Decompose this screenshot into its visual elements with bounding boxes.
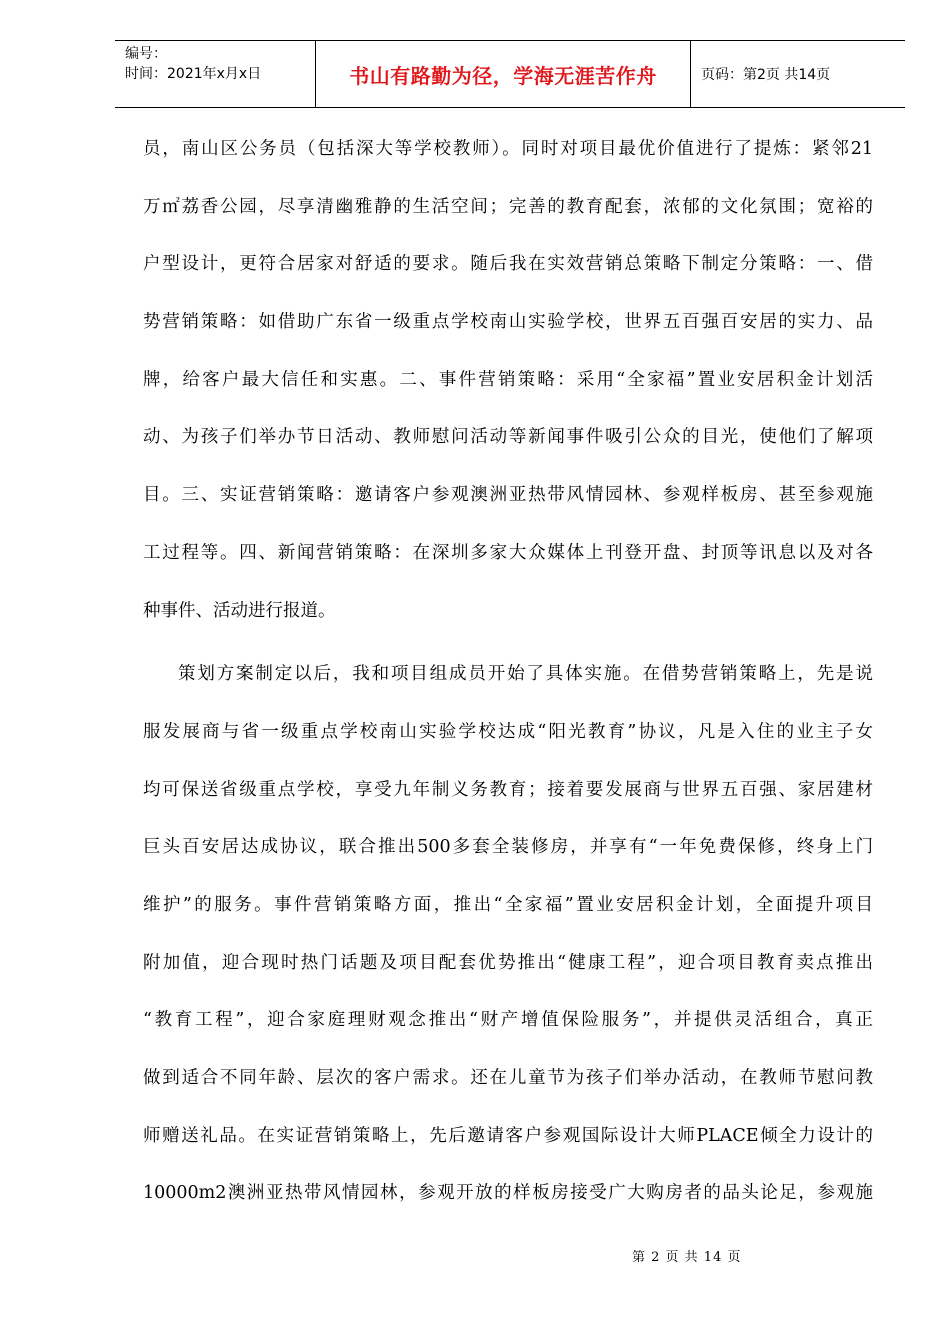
body-line: 10000m2澳洲亚热带风情园林，参观开放的样板房接受广大购房者的品头论足，参观施 (143, 1183, 873, 1204)
body-line: 动、为孩子们举办节日活动、教师慰问活动等新闻事件吸引公众的目光，使他们了解项 (143, 427, 873, 448)
body-line: 均可保送省级重点学校，享受九年制义务教育；接着要发展商与世界五百强、家居建材 (143, 779, 873, 800)
body-line: 目。三、实证营销策略：邀请客户参观澳洲亚热带风情园林、参观样板房、甚至参观施 (143, 485, 873, 506)
header-info-cell (115, 41, 316, 107)
document-body (143, 125, 873, 1227)
serial-number-label: 编号： (125, 46, 167, 62)
body-line: 维护”的服务。事件营销策略方面，推出“全家福”置业安居积金计划，全面提升项目 (143, 894, 873, 915)
page-footer: 第 2 页 共 14 页 (632, 1250, 742, 1265)
body-line: 势营销策略：如借助广东省一级重点学校南山实验学校，世界五百强百安居的实力、品 (143, 312, 873, 333)
body-line: “教育工程”，迎合家庭理财观念推出“财产增值保险服务”，并提供灵活组合，真正 (143, 1010, 873, 1031)
body-line: 万㎡荔香公园，尽享清幽雅静的生活空间；完善的教育配套，浓郁的文化氛围；宽裕的 (143, 196, 873, 217)
body-line: 牌，给客户最大信任和实惠。二、事件营销策略：采用“全家福”置业安居积金计划活 (143, 369, 873, 390)
body-line: 策划方案制定以后，我和项目组成员开始了具体实施。在借势营销策略上，先是说 (178, 664, 873, 685)
body-line: 师赠送礼品。在实证营销策略上，先后邀请客户参观国际设计大师PLACE倾全力设计的 (143, 1125, 873, 1146)
body-line: 服发展商与省一级重点学校南山实验学校达成“阳光教育”协议，凡是入住的业主子女 (143, 721, 873, 742)
header-motto: 书山有路勤为径，学海无涯苦作舟 (316, 41, 691, 107)
body-line: 做到适合不同年龄、层次的客户需求。还在儿童节为孩子们举办活动，在教师节慰问教 (143, 1068, 873, 1088)
body-line: 员，南山区公务员（包括深大等学校教师）。同时对项目最优价值进行了提炼：紧邻21 (143, 139, 873, 159)
body-line: 附加值，迎合现时热门话题及项目配套优势推出“健康工程”，迎合项目教育卖点推出 (143, 952, 873, 973)
body-line: 巨头百安居达成协议，联合推出500多套全装修房，并享有“一年免费保修，终身上门 (143, 837, 873, 858)
body-line: 工过程等。四、新闻营销策略：在深圳多家大众媒体上刊登开盘、封顶等讯息以及对各 (143, 542, 873, 563)
body-line: 种事件、活动进行报道。 (143, 600, 336, 621)
time-label: 时间：2021年x月x日 (125, 66, 262, 82)
page-header (115, 40, 905, 108)
body-line: 户型设计，更符合居家对舒适的要求。随后我在实效营销总策略下制定分策略：一、借 (143, 254, 873, 275)
header-page-number: 页码：第2页 共14页 (701, 67, 831, 83)
